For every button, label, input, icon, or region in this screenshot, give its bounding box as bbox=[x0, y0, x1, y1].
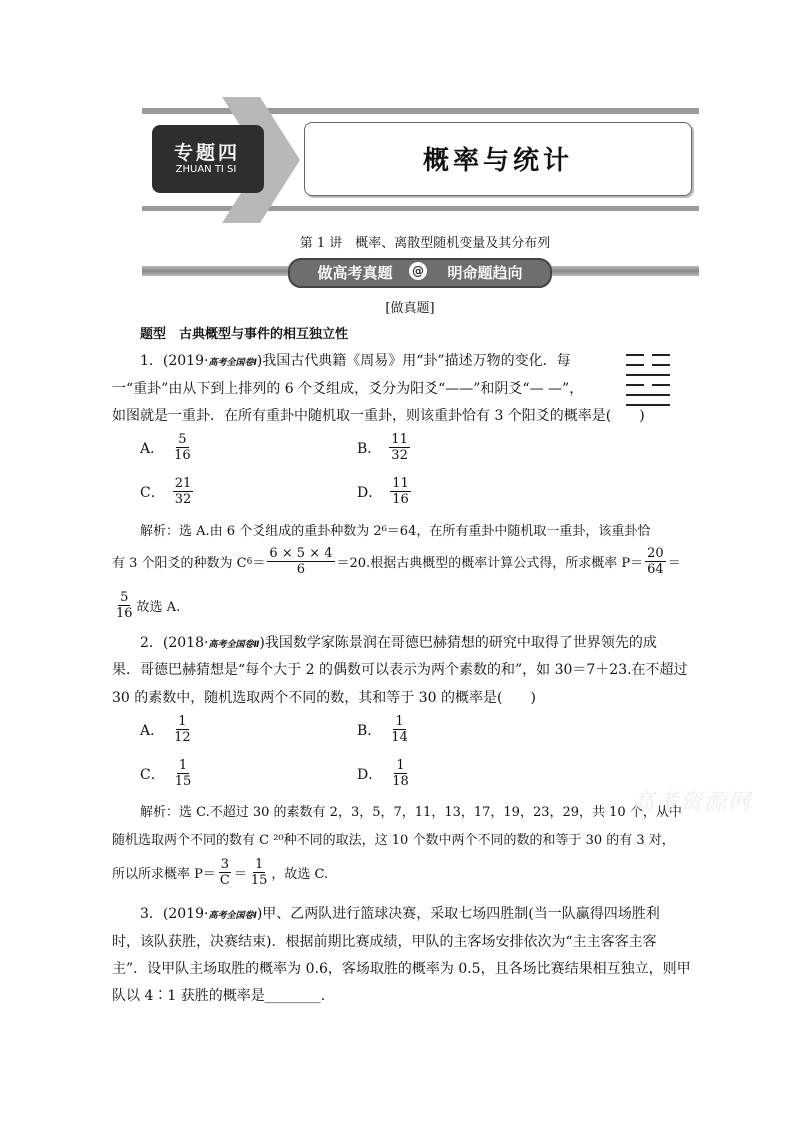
q2-line-3: 30 的素数中，随机选取两个不同的数，其和等于 30 的概率是( ) bbox=[112, 690, 536, 706]
yang-line bbox=[626, 404, 670, 406]
q1-solution-1: 解析：选 A.由 6 个爻组成的重卦种数为 2⁶＝64，在所有重卦中随机取一重卦，该重卦恰 bbox=[140, 524, 651, 539]
q1-solution-3: $\frac{5}{16}$ 故选 A. bbox=[116, 590, 181, 621]
banner-right-text: 明命题趋向 bbox=[447, 264, 523, 282]
q2-solution-1: 解析：选 C.不超过 30 的素数有 2，3，5，7，11，13，17，19，23，29，共 10 个，从中 bbox=[140, 805, 682, 820]
option-label: C． bbox=[140, 484, 165, 501]
yin-line bbox=[652, 364, 670, 366]
probability-fraction: $\frac{20}{64}$ bbox=[647, 546, 664, 577]
option-fraction: $\frac{11}{16}$ bbox=[392, 476, 409, 507]
page-title: 概率与统计 bbox=[422, 146, 573, 176]
q2-option-b[interactable] bbox=[357, 714, 412, 745]
option-fraction: $\frac{1}{15}$ bbox=[174, 758, 192, 789]
q1-option-a[interactable] bbox=[140, 432, 195, 463]
q3-line-2: 时，该队获胜，决赛结束)．根据前期比赛成绩，甲队的主客场安排依次为“主主客客主客 bbox=[112, 934, 657, 950]
option-label: D． bbox=[357, 766, 383, 783]
option-fraction: $\frac{11}{32}$ bbox=[391, 432, 408, 463]
watermark: 高考资源网 bbox=[632, 790, 753, 815]
q3-source: 高考全国卷Ⅰ bbox=[208, 911, 257, 921]
yin-line bbox=[626, 384, 644, 386]
q3-number: 3．(2019· bbox=[140, 906, 209, 922]
q1-text-1: )我国古代典籍《周易》用“卦”描述万物的变化．每 bbox=[256, 353, 571, 369]
q1-line-2: 一“重卦”由从下到上排列的 6 个爻组成，爻分为阳爻“——”和阴爻“— —”， bbox=[112, 381, 584, 397]
yin-line bbox=[652, 384, 670, 386]
q3-line-1 bbox=[140, 903, 660, 923]
option-label: B． bbox=[357, 722, 382, 739]
banner-left-text: 做高考真题 bbox=[317, 264, 393, 282]
yang-line bbox=[626, 394, 670, 396]
yin-line bbox=[652, 354, 670, 356]
badge-title: 专题四 bbox=[173, 142, 240, 164]
yin-line bbox=[626, 364, 644, 366]
q1-source: 高考全国卷Ⅰ bbox=[208, 358, 257, 368]
probability-fraction: $\frac{3}{C}$ bbox=[219, 857, 230, 888]
q2-text-1: )我国数学家陈景润在哥德巴赫猜想的研究中取得了世界领先的成 bbox=[259, 635, 657, 651]
q2-source: 高考全国卷Ⅱ bbox=[208, 640, 260, 650]
q1-line-1 bbox=[140, 350, 571, 370]
probability-fraction: $\frac{1}{15}$ bbox=[250, 857, 268, 888]
option-fraction: $\frac{1}{18}$ bbox=[392, 758, 409, 789]
q3-text-1: )甲、乙两队进行篮球决赛，采取七场四胜制(当一队赢得四场胜利 bbox=[256, 906, 660, 922]
q1-solution-2: 有 3 个阳爻的种数为 C 6 ＝ $\frac{6 \times 5 \times 4}{6}$ ＝20.根据古典概型的概率计算公式得，所求概率 P＝ $\frac{20}{64}$ ＝ bbox=[112, 546, 681, 577]
option-label: A． bbox=[140, 722, 165, 739]
q2-solution-3: 所以所求概率 P＝ $\frac{3}{C}$ ＝ $\frac{1}{15}$ ，故选 C. bbox=[112, 857, 329, 888]
q3-line-3: 主”．设甲队主场取胜的概率为 0.6，客场取胜的概率为 0.5，且各场比赛结果相互独立，则甲 bbox=[112, 961, 691, 977]
q2-line-2: 果．哥德巴赫猜想是“每个大于 2 的偶数可以表示为两个素数的和”，如 30＝7＋23.在不超过 bbox=[112, 662, 688, 678]
banner-center-icon: @ bbox=[409, 262, 427, 280]
lecture-title: 第 1 讲 概率、离散型随机变量及其分布列 bbox=[299, 236, 551, 251]
option-label: D． bbox=[357, 484, 383, 501]
q2-option-d[interactable] bbox=[357, 758, 413, 789]
option-fraction: $\frac{5}{16}$ bbox=[174, 432, 191, 463]
q1-option-c[interactable] bbox=[140, 476, 195, 507]
q2-option-c[interactable] bbox=[140, 758, 195, 789]
probability-fraction: $\frac{5}{16}$ bbox=[116, 590, 133, 621]
option-label: A． bbox=[140, 440, 165, 457]
q2-line-1 bbox=[140, 632, 657, 652]
topic-heading: 题型 古典概型与事件的相互独立性 bbox=[140, 327, 349, 342]
option-label: B． bbox=[357, 440, 382, 457]
combination-fraction: $\frac{6 \times 5 \times 4}{6}$ bbox=[269, 546, 333, 577]
q1-option-d[interactable] bbox=[357, 476, 413, 507]
q2-solution-2: 随机选取两个不同的数有 C ²⁰种不同的取法，这 10 个数中两个不同的数的和等于 30 的有 3 对， bbox=[112, 833, 675, 848]
yin-line bbox=[626, 354, 644, 356]
q1-number: 1．(2019· bbox=[140, 353, 209, 369]
q1-option-b[interactable] bbox=[357, 432, 412, 463]
yang-line bbox=[626, 374, 670, 376]
badge-subtitle: ZHUAN TI SI bbox=[175, 164, 237, 175]
q3-line-4: 队以 4∶1 获胜的概率是________. bbox=[112, 988, 326, 1004]
option-fraction: $\frac{1}{12}$ bbox=[174, 714, 191, 745]
option-fraction: $\frac{21}{32}$ bbox=[174, 476, 192, 507]
q1-line-3: 如图就是一重卦．在所有重卦中随机取一重卦，则该重卦恰有 3 个阳爻的概率是( ) bbox=[112, 408, 645, 424]
section-label: [做真题] bbox=[385, 301, 435, 316]
option-fraction: $\frac{1}{14}$ bbox=[391, 714, 408, 745]
q2-number: 2．(2018· bbox=[140, 635, 209, 651]
q2-option-a[interactable] bbox=[140, 714, 195, 745]
option-label: C． bbox=[140, 766, 165, 783]
